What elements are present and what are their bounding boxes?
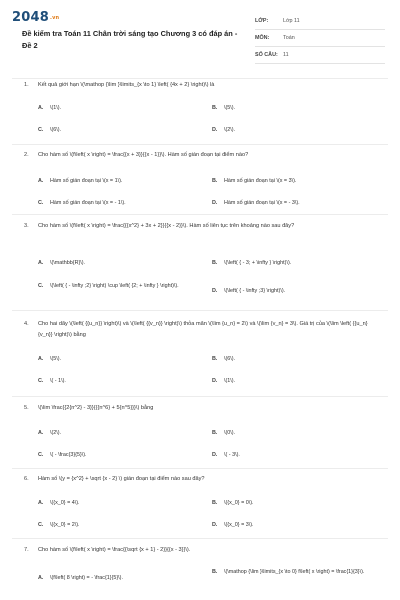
option-letter: C. xyxy=(38,378,44,384)
option-letter: B. xyxy=(212,178,218,184)
option-text: \(5\). xyxy=(50,356,62,362)
question-text: Kết quả giới hạn \(\mathop {\lim }\limits_{x \to 1} \left( {4x + 2} \right)\) là xyxy=(38,82,215,88)
question-number: 5. xyxy=(24,405,29,411)
option-text: \(2\). xyxy=(224,127,236,133)
answer-option[interactable] xyxy=(38,281,198,291)
option-text: \(2\). xyxy=(50,430,62,436)
question-text: Cho hàm số \(f\left( x \right) = \frac{{x + 3}}{{x - 1}}\). Hàm số gián đoạn tại điểm nào? xyxy=(38,152,249,158)
option-text: \({x_0} = 4\). xyxy=(50,500,80,506)
answer-option[interactable] xyxy=(212,176,296,186)
option-text: \( - 3\). xyxy=(224,452,240,458)
option-text: Hàm số gián đoạn tại \(x = 1\). xyxy=(50,178,123,184)
answer-option[interactable] xyxy=(38,125,61,135)
question-text: Cho hai dãy \(\left( {{u_n}} \right)\) và \(\left( {{v_n}} \right)\) thỏa mãn \(\lim {u_n} = 2\) và \(\lim {v_n} = 3\). Giá trị của \(\lim \left( {{u_n}{v_n}} \right)\) bằng xyxy=(38,321,368,338)
answer-option[interactable] xyxy=(212,258,291,268)
answer-option[interactable] xyxy=(38,258,85,268)
answer-option[interactable] xyxy=(38,450,87,460)
question-number: 1. xyxy=(24,82,29,88)
question-text: Cho hàm số \(f\left( x \right) = \frac{{{x^2} + 3x + 2}}{{x - 2}}\). Hàm số liên tục trên khoảng nào sau đây? xyxy=(38,223,295,229)
answer-option[interactable] xyxy=(212,498,254,508)
meta-label: MÔN: xyxy=(255,35,270,41)
meta-row-subject xyxy=(255,30,385,47)
option-text: \(6\). xyxy=(224,356,236,362)
option-text: \(6\). xyxy=(50,127,62,133)
option-letter: A. xyxy=(38,105,44,111)
option-letter: D. xyxy=(212,452,218,458)
option-text: \(\left( { - 3; + \infty } \right)\). xyxy=(224,260,292,266)
meta-value: Lớp 11 xyxy=(283,18,300,24)
answer-option[interactable] xyxy=(212,354,235,364)
option-text: \(\mathbb{R}\). xyxy=(50,260,86,266)
question-number: 4. xyxy=(24,321,29,327)
question-stem xyxy=(24,474,374,485)
option-letter: B. xyxy=(212,356,218,362)
answer-option[interactable] xyxy=(212,428,235,438)
option-text: \(1\). xyxy=(224,378,236,384)
divider xyxy=(12,468,388,469)
question-number: 2. xyxy=(24,152,29,158)
option-letter: A. xyxy=(38,178,44,184)
meta-label: SỐ CÂU: xyxy=(255,52,278,58)
answer-option[interactable] xyxy=(212,376,235,386)
answer-option[interactable] xyxy=(38,103,61,113)
header xyxy=(0,0,400,78)
answer-option[interactable] xyxy=(38,376,66,386)
answer-option[interactable] xyxy=(212,520,254,530)
question-stem xyxy=(24,80,374,91)
question-text: Hàm số \(y = {x^2} + \sqrt {x - 2} \) gián đoạn tại điểm nào sau đây? xyxy=(38,476,205,482)
answer-option[interactable] xyxy=(38,176,122,186)
meta-label: LỚP: xyxy=(255,18,269,24)
answer-option[interactable] xyxy=(38,354,61,364)
option-text: \(f\left( 8 \right) = - \frac{1}{5}\). xyxy=(50,575,123,581)
option-text: \({x_0} = 0\). xyxy=(224,500,254,506)
site-logo[interactable] xyxy=(12,10,59,25)
option-letter: A. xyxy=(38,430,44,436)
divider xyxy=(12,396,388,397)
option-text: Hàm số gián đoạn tại \(x = - 1\). xyxy=(50,200,126,206)
question-number: 3. xyxy=(24,223,29,229)
option-letter: B. xyxy=(212,105,218,111)
option-letter: A. xyxy=(38,500,44,506)
exam-title: Đề kiểm tra Toán 11 Chân trời sáng tạo Chương 3 có đáp án - Đề 2 xyxy=(22,29,238,50)
option-letter: D. xyxy=(212,522,218,528)
answer-option[interactable] xyxy=(38,498,80,508)
meta-row-class xyxy=(255,13,385,30)
divider xyxy=(12,538,388,539)
divider xyxy=(12,78,388,79)
answer-option[interactable] xyxy=(38,520,80,530)
option-letter: A. xyxy=(38,260,44,266)
answer-option[interactable] xyxy=(212,125,235,135)
question-stem xyxy=(24,150,374,161)
option-letter: C. xyxy=(38,522,44,528)
option-letter: C. xyxy=(38,200,44,206)
answer-option[interactable] xyxy=(38,573,123,583)
option-letter: D. xyxy=(212,127,218,133)
option-text: \( - \frac{3}{5}\). xyxy=(50,452,87,458)
question-text: \(\lim \frac{{2{n^2} - 3}}{{{n^6} + 5{n^5}}}\) bằng xyxy=(38,405,154,411)
option-text: \({x_0} = 2\). xyxy=(50,522,80,528)
option-text: Hàm số gián đoạn tại \(x = - 3\). xyxy=(224,200,300,206)
option-text: \(5\). xyxy=(224,105,236,111)
option-letter: B. xyxy=(212,260,218,266)
answer-option[interactable] xyxy=(212,450,240,460)
option-letter: D. xyxy=(212,378,218,384)
option-text: \(0\). xyxy=(224,430,236,436)
meta-value: 11 xyxy=(283,52,289,58)
option-text: \(\left( { - \infty ;3} \right)\). xyxy=(224,288,286,294)
answer-option[interactable] xyxy=(212,198,300,208)
divider xyxy=(12,310,388,311)
option-letter: A. xyxy=(38,356,44,362)
divider xyxy=(12,214,388,215)
option-letter: B. xyxy=(212,569,218,575)
logo-text: 2048 xyxy=(12,10,49,25)
logo-suffix: .vn xyxy=(49,14,60,21)
meta-value: Toán xyxy=(283,35,295,41)
answer-option[interactable] xyxy=(212,103,235,113)
question-stem xyxy=(24,319,374,341)
option-letter: D. xyxy=(212,288,218,294)
option-letter: C. xyxy=(38,127,44,133)
question-stem xyxy=(24,221,374,232)
answer-option[interactable] xyxy=(212,567,372,577)
option-letter: A. xyxy=(38,575,44,581)
option-text: \(\mathop {\lim }\limits_{x \to 0} f\left( x \right) = \frac{1}{3}\). xyxy=(224,569,365,575)
option-text: \(\left( { - \infty ;2} \right) \cup \left( {2; + \infty } \right)\). xyxy=(50,283,179,289)
meta-row-count xyxy=(255,47,385,64)
option-text: Hàm số gián đoạn tại \(x = 3\). xyxy=(224,178,297,184)
option-text: \(1\). xyxy=(50,105,62,111)
question-number: 6. xyxy=(24,476,29,482)
option-text: \({x_0} = 3\). xyxy=(224,522,254,528)
option-letter: C. xyxy=(38,452,44,458)
option-letter: B. xyxy=(212,430,218,436)
answer-option[interactable] xyxy=(212,286,285,296)
divider xyxy=(12,144,388,145)
option-letter: B. xyxy=(212,500,218,506)
option-text: \( - 1\). xyxy=(50,378,66,384)
exam-meta xyxy=(255,13,385,64)
question-stem xyxy=(24,545,374,556)
question-number: 7. xyxy=(24,547,29,553)
answer-option[interactable] xyxy=(38,198,126,208)
option-letter: C. xyxy=(38,283,44,289)
answer-option[interactable] xyxy=(38,428,61,438)
option-letter: D. xyxy=(212,200,218,206)
question-stem xyxy=(24,403,374,414)
question-text: Cho hàm số \(f\left( x \right) = \frac{{\sqrt {x + 1} - 2}}{{x - 3}}\). xyxy=(38,547,191,553)
